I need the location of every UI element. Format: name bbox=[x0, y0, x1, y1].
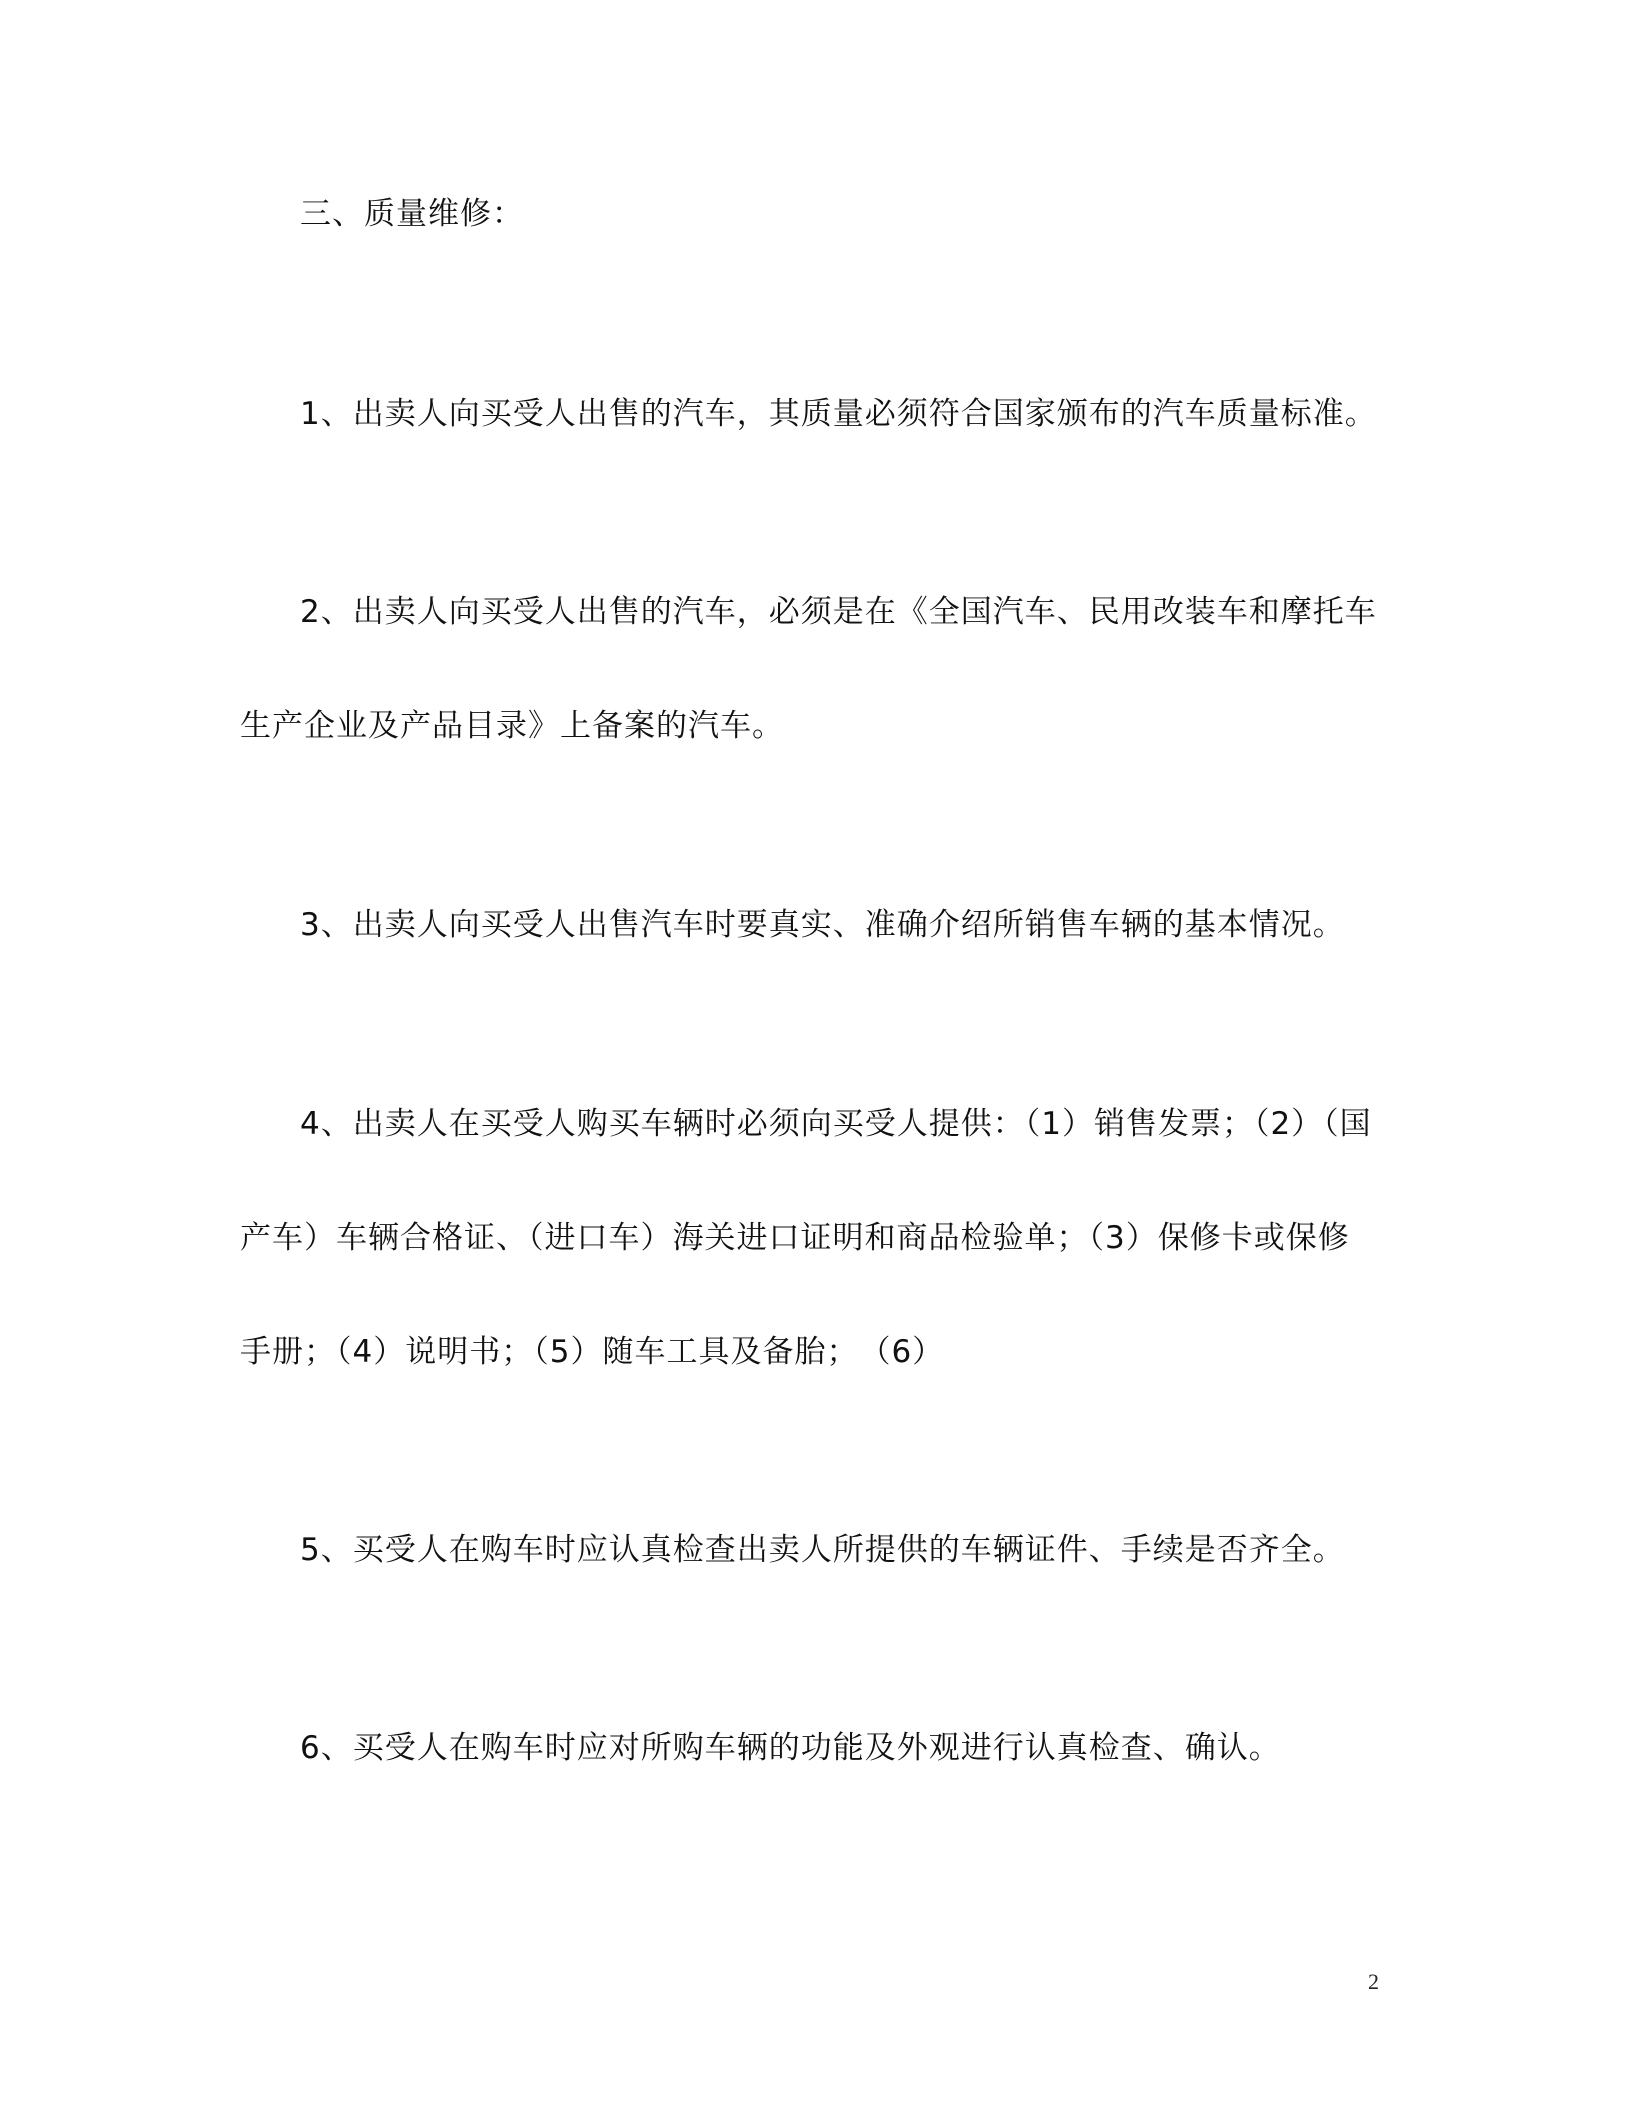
section-heading: 三、质量维修： bbox=[300, 196, 524, 232]
item-2-line-2: 生产企业及产品目录》上备案的汽车。 bbox=[240, 708, 784, 744]
item-4-line-3: 手册；（4）说明书；（5）随车工具及备胎； （6） bbox=[240, 1334, 945, 1370]
item-4-line-1: 4、出卖人在买受人购买车辆时必须向买受人提供：（1）销售发票；（2）（国 bbox=[300, 1106, 1372, 1142]
item-5-line-1: 5、买受人在购车时应认真检查出卖人所提供的车辆证件、手续是否齐全。 bbox=[300, 1532, 1345, 1568]
item-2-line-1: 2、出卖人向买受人出售的汽车，必须是在《全国汽车、民用改装车和摩托车 bbox=[300, 594, 1377, 630]
item-4-line-2: 产车）车辆合格证、（进口车）海关进口证明和商品检验单；（3）保修卡或保修 bbox=[240, 1220, 1350, 1256]
page-number: 2 bbox=[1368, 1969, 1379, 1994]
item-1-line-1: 1、出卖人向买受人出售的汽车，其质量必须符合国家颁布的汽车质量标准。 bbox=[300, 396, 1377, 432]
item-6-line-1: 6、买受人在购车时应对所购车辆的功能及外观进行认真检查、确认。 bbox=[300, 1730, 1281, 1766]
item-3-line-1: 3、出卖人向买受人出售汽车时要真实、准确介绍所销售车辆的基本情况。 bbox=[300, 907, 1345, 943]
